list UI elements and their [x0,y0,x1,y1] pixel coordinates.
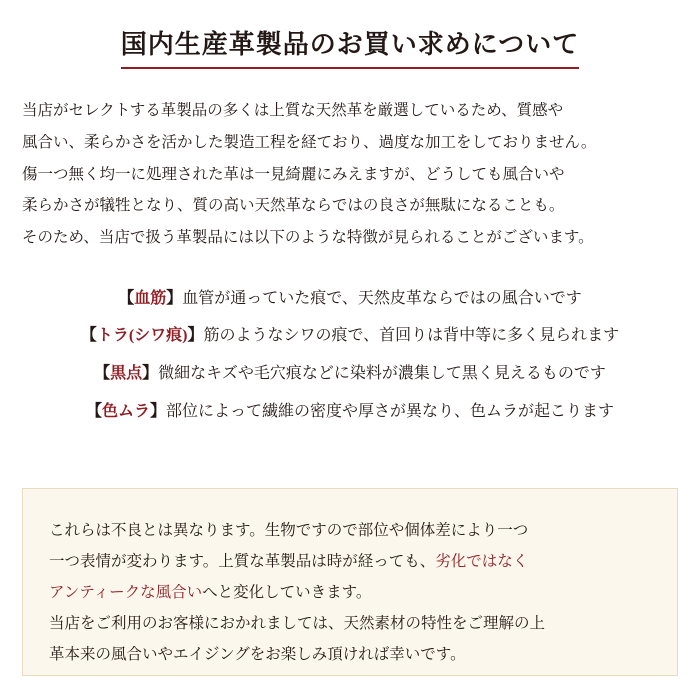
note-line-5: 革本来の風合いやエイジングをお楽しみ頂ければ幸いです。 [49,646,466,663]
feature-text-chisuji: 血管が通っていた痕で、天然皮革ならではの風合いです [182,289,582,307]
note-line-3 [49,577,651,608]
feature-bracket-close: 】 [142,365,159,383]
intro-paragraph [22,95,678,254]
intro-line-3: 傷一つ無く均一に処理された革は一見綺麗にみえますが、どうしても風合いや [22,165,565,183]
intro-line-4: 柔らかさが犠牲となり、質の高い天然革ならではの良さが無駄になることも。 [22,197,565,215]
feature-bracket-close: 】 [187,327,204,345]
feature-bracket-open: 【 [80,327,97,345]
note-line-1: これらは不良とは異なります。生物ですので部位や個体差により一つ [49,522,529,539]
note-line-3-accent: アンティークな風合い [49,584,203,601]
feature-item-kokuten [0,355,700,393]
note-line-2-part-a: 一つ表情が変わります。 [49,553,219,570]
feature-item-iromura [0,393,700,431]
note-line-2 [49,546,651,577]
feature-tag-tora: トラ(シワ痕) [96,327,188,345]
intro-line-1: 当店がセレクトする革製品の多くは上質な天然革を厳選しているため、質感や [22,102,564,119]
note-line-2-accent: 劣化ではなく [435,553,529,570]
feature-item-tora [0,317,700,355]
feature-tag-chisuji: 血筋 [134,289,167,307]
note-line-3-part-b: へと変化していきます。 [202,584,372,601]
note-box [22,488,678,676]
feature-tag-iromura: 色ムラ [101,402,150,420]
feature-bracket-open: 【 [94,365,111,383]
page-title: 国内生産革製品のお買い求めについて [121,24,579,69]
note-line-4: 当店をご利用のお客様におかれましては、天然素材の特性をご理解の上 [49,615,546,632]
page-title-container [0,0,700,69]
feature-bracket-close: 】 [166,289,183,307]
intro-line-5: そのため、当店で扱う革製品には以下のような特徴が見られることがございます。 [22,229,594,247]
feature-list [0,280,700,430]
note-line-2-part-b: 上質な革製品は時が経っても、 [218,553,436,570]
feature-item-chisuji [0,280,700,318]
feature-bracket-close: 】 [150,402,167,420]
feature-text-kokuten: 微細なキズや毛穴痕などに染料が濃集して黒く見えるものです [158,365,606,383]
feature-bracket-open: 【 [85,402,102,420]
feature-bracket-open: 【 [118,289,135,307]
feature-text-tora: 筋のようなシワの痕で、首回りは背中等に多く見られます [203,327,620,345]
intro-line-2: 風合い、柔らかさを活かした製造工程を経ており、過度な加工をしておりません。 [22,133,597,151]
feature-text-iromura: 部位によって繊維の密度や厚さが異なり、色ムラが起こります [166,402,615,420]
feature-tag-kokuten: 黒点 [110,365,143,383]
